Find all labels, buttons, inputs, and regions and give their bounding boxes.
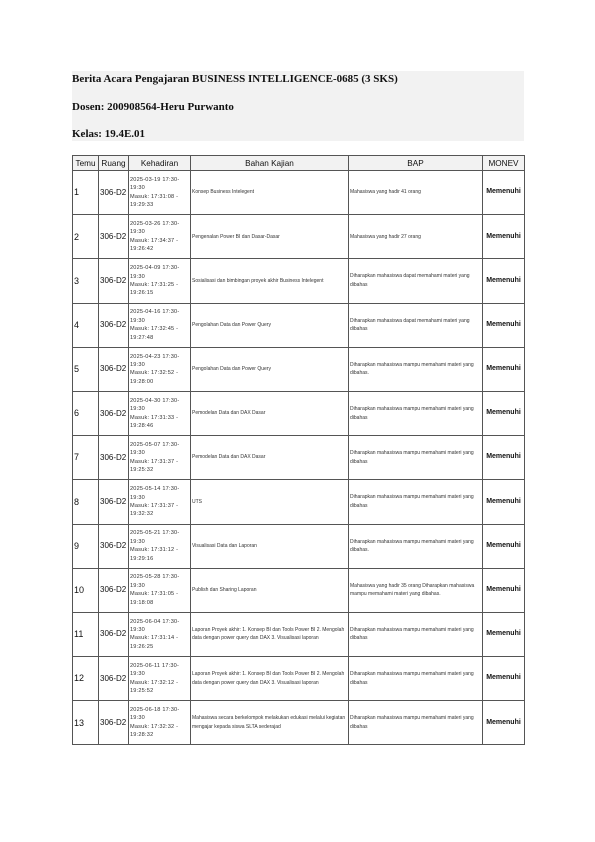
cell-bap: Diharapkan mahasiswa mampu memahami materi yang dibahas <box>349 701 483 745</box>
table-row <box>73 303 525 347</box>
cell-monev: Memenuhi <box>483 171 525 215</box>
cell-bap: Diharapkan mahasiswa mampu memahami materi yang dibahas <box>349 612 483 656</box>
cell-bap: Diharapkan mahasiswa mampu memahami materi yang dibahas <box>349 657 483 701</box>
cell-kehadiran <box>129 701 191 745</box>
cell-bap: Diharapkan mahasiswa dapat memahami materi yang dibahas <box>349 303 483 347</box>
schedule-time: 2025-03-26 17:30-19:30 <box>130 220 180 236</box>
column-header-monev: MONEV <box>483 156 525 171</box>
schedule-time: 2025-04-09 17:30-19:30 <box>130 265 180 280</box>
table-row <box>73 568 525 612</box>
cell-temu: 4 <box>73 303 99 347</box>
cell-ruang: 306-D2 <box>99 347 129 391</box>
cell-kehadiran <box>129 171 191 215</box>
cell-kehadiran <box>129 568 191 612</box>
cell-bahan-kajian: Visualisasi Data dan Laporan <box>191 524 349 568</box>
cell-bap: Mahasiswa yang hadir 41 orang <box>349 171 483 215</box>
column-header-temu: Temu <box>73 156 99 171</box>
cell-temu: 1 <box>73 171 99 215</box>
cell-kehadiran <box>129 391 191 435</box>
check-in-time: Masuk: 17:31:33 - 19:28:46 <box>130 414 179 429</box>
cell-monev: Memenuhi <box>483 436 525 480</box>
check-in-time: Masuk: 17:31:37 - 19:32:32 <box>130 502 179 518</box>
cell-monev: Memenuhi <box>483 657 525 701</box>
cell-temu: 2 <box>73 215 99 259</box>
cell-bahan-kajian: Pengolahan Data dan Power Query <box>191 347 349 391</box>
cell-bahan-kajian: Pemodelan Data dan DAX Dasar <box>191 436 349 480</box>
check-in-time: Masuk: 17:32:32 - 19:28:32 <box>130 723 179 739</box>
cell-bahan-kajian: Pemodelan Data dan DAX Dasar <box>191 391 349 435</box>
table-row <box>73 657 525 701</box>
schedule-time: 2025-06-04 17:30-19:30 <box>130 618 180 634</box>
table-row <box>73 171 525 215</box>
cell-temu: 5 <box>73 347 99 391</box>
cell-temu: 3 <box>73 259 99 303</box>
schedule-time: 2025-06-11 17:30-19:30 <box>130 662 180 678</box>
cell-bahan-kajian: Sosialisasi dan bimbingan proyek akhir Business Intelegent <box>191 259 349 303</box>
cell-bahan-kajian: Pengenalan Power BI dan Dasar-Dasar <box>191 215 349 259</box>
schedule-time: 2025-03-19 17:30-19:30 <box>130 176 180 192</box>
cell-kehadiran <box>129 657 191 701</box>
attendance-table <box>72 155 525 745</box>
cell-ruang: 306-D2 <box>99 612 129 656</box>
cell-temu: 9 <box>73 524 99 568</box>
column-header-bap: BAP <box>349 156 483 171</box>
cell-kehadiran <box>129 215 191 259</box>
cell-bap: Diharapkan mahasiswa mampu memahami materi yang dibahas <box>349 391 483 435</box>
cell-bahan-kajian: Publish dan Sharing Laporan <box>191 568 349 612</box>
table-row <box>73 524 525 568</box>
cell-temu: 6 <box>73 391 99 435</box>
cell-ruang: 306-D2 <box>99 436 129 480</box>
cell-ruang: 306-D2 <box>99 259 129 303</box>
table-header-row <box>73 156 525 171</box>
check-in-time: Masuk: 17:31:14 - 19:26:25 <box>130 635 179 650</box>
check-in-time: Masuk: 17:32:45 - 19:27:48 <box>130 326 179 341</box>
cell-ruang: 306-D2 <box>99 171 129 215</box>
cell-ruang: 306-D2 <box>99 303 129 347</box>
table-row <box>73 436 525 480</box>
cell-bahan-kajian: Laporan Proyek akhir: 1. Konsep BI dan Tools Power BI 2. Mengolah data dengan power query dan DAX 3. Visualisasi laporan <box>191 612 349 656</box>
table-row <box>73 612 525 656</box>
cell-kehadiran <box>129 347 191 391</box>
cell-temu: 13 <box>73 701 99 745</box>
page-title: Berita Acara Pengajaran BUSINESS INTELLIGENCE-0685 (3 SKS) <box>72 73 398 85</box>
table-row <box>73 391 525 435</box>
cell-ruang: 306-D2 <box>99 524 129 568</box>
schedule-time: 2025-05-14 17:30-19:30 <box>130 486 180 501</box>
table-row <box>73 701 525 745</box>
column-header-kehadiran: Kehadiran <box>129 156 191 171</box>
cell-bap: Diharapkan mahasiswa mampu memahami materi yang dibahas <box>349 480 483 524</box>
cell-monev: Memenuhi <box>483 259 525 303</box>
cell-monev: Memenuhi <box>483 524 525 568</box>
schedule-time: 2025-05-28 17:30-19:30 <box>130 574 180 589</box>
cell-bahan-kajian: Konsep Business Intelegent <box>191 171 349 215</box>
schedule-time: 2025-05-21 17:30-19:30 <box>130 530 180 545</box>
cell-bahan-kajian: Mahasiswa secara berkelompok melakukan edukasi melalui kegiatan mengajar kepada siswa SLTA sederajad <box>191 701 349 745</box>
cell-temu: 7 <box>73 436 99 480</box>
cell-kehadiran <box>129 480 191 524</box>
table-row <box>73 215 525 259</box>
schedule-time: 2025-06-18 17:30-19:30 <box>130 707 180 722</box>
schedule-time: 2025-04-30 17:30-19:30 <box>130 397 180 413</box>
cell-bap: Diharapkan mahasiswa mampu memahami materi yang dibahas. <box>349 347 483 391</box>
schedule-time: 2025-04-23 17:30-19:30 <box>130 353 180 368</box>
cell-temu: 8 <box>73 480 99 524</box>
cell-monev: Memenuhi <box>483 303 525 347</box>
cell-ruang: 306-D2 <box>99 568 129 612</box>
cell-ruang: 306-D2 <box>99 701 129 745</box>
lecturer-line: Dosen: 200908564-Heru Purwanto <box>72 101 234 113</box>
cell-bahan-kajian: UTS <box>191 480 349 524</box>
cell-bap: Mahasiswa yang hadir 27 orang <box>349 215 483 259</box>
cell-kehadiran <box>129 612 191 656</box>
cell-monev: Memenuhi <box>483 215 525 259</box>
cell-ruang: 306-D2 <box>99 391 129 435</box>
schedule-time: 2025-05-07 17:30-19:30 <box>130 441 180 457</box>
column-header-bahan-kajian: Bahan Kajian <box>191 156 349 171</box>
class-line: Kelas: 19.4E.01 <box>72 128 146 140</box>
cell-monev: Memenuhi <box>483 391 525 435</box>
cell-bap: Diharapkan mahasiswa mampu memahami materi yang dibahas <box>349 436 483 480</box>
cell-bap: Mahasiswa yang hadir 35 orang Diharapkan mahasiswa mampu memahami materi yang dibahas. <box>349 568 483 612</box>
schedule-time: 2025-04-16 17:30-19:30 <box>130 309 180 324</box>
cell-monev: Memenuhi <box>483 568 525 612</box>
cell-temu: 11 <box>73 612 99 656</box>
check-in-time: Masuk: 17:31:05 - 19:18:08 <box>130 591 179 606</box>
check-in-time: Masuk: 17:34:37 - 19:26:42 <box>130 237 179 253</box>
cell-kehadiran <box>129 303 191 347</box>
table-row <box>73 480 525 524</box>
check-in-time: Masuk: 17:31:37 - 19:25:32 <box>130 458 179 474</box>
table-row <box>73 259 525 303</box>
table-row <box>73 347 525 391</box>
cell-ruang: 306-D2 <box>99 480 129 524</box>
cell-kehadiran <box>129 436 191 480</box>
cell-ruang: 306-D2 <box>99 215 129 259</box>
cell-monev: Memenuhi <box>483 347 525 391</box>
cell-monev: Memenuhi <box>483 480 525 524</box>
check-in-time: Masuk: 17:31:25 - 19:26:15 <box>130 281 179 297</box>
cell-bap: Diharapkan mahasiswa mampu memahami materi yang dibahas. <box>349 524 483 568</box>
cell-monev: Memenuhi <box>483 612 525 656</box>
cell-monev: Memenuhi <box>483 701 525 745</box>
check-in-time: Masuk: 17:32:12 - 19:25:52 <box>130 679 179 695</box>
check-in-time: Masuk: 17:32:52 - 19:28:00 <box>130 370 179 385</box>
check-in-time: Masuk: 17:31:08 - 19:29:33 <box>130 193 179 208</box>
column-header-ruang: Ruang <box>99 156 129 171</box>
cell-kehadiran <box>129 524 191 568</box>
cell-bahan-kajian: Pengolahan Data dan Power Query <box>191 303 349 347</box>
cell-bap: Diharapkan mahasiswa dapat memahami materi yang dibahas <box>349 259 483 303</box>
cell-bahan-kajian: Laporan Proyek akhir: 1. Konsep BI dan Tools Power BI 2. Mengolah data dengan power query dan DAX 3. Visualisasi laporan <box>191 657 349 701</box>
check-in-time: Masuk: 17:31:12 - 19:29:16 <box>130 547 179 562</box>
cell-temu: 12 <box>73 657 99 701</box>
cell-kehadiran <box>129 259 191 303</box>
cell-temu: 10 <box>73 568 99 612</box>
cell-ruang: 306-D2 <box>99 657 129 701</box>
